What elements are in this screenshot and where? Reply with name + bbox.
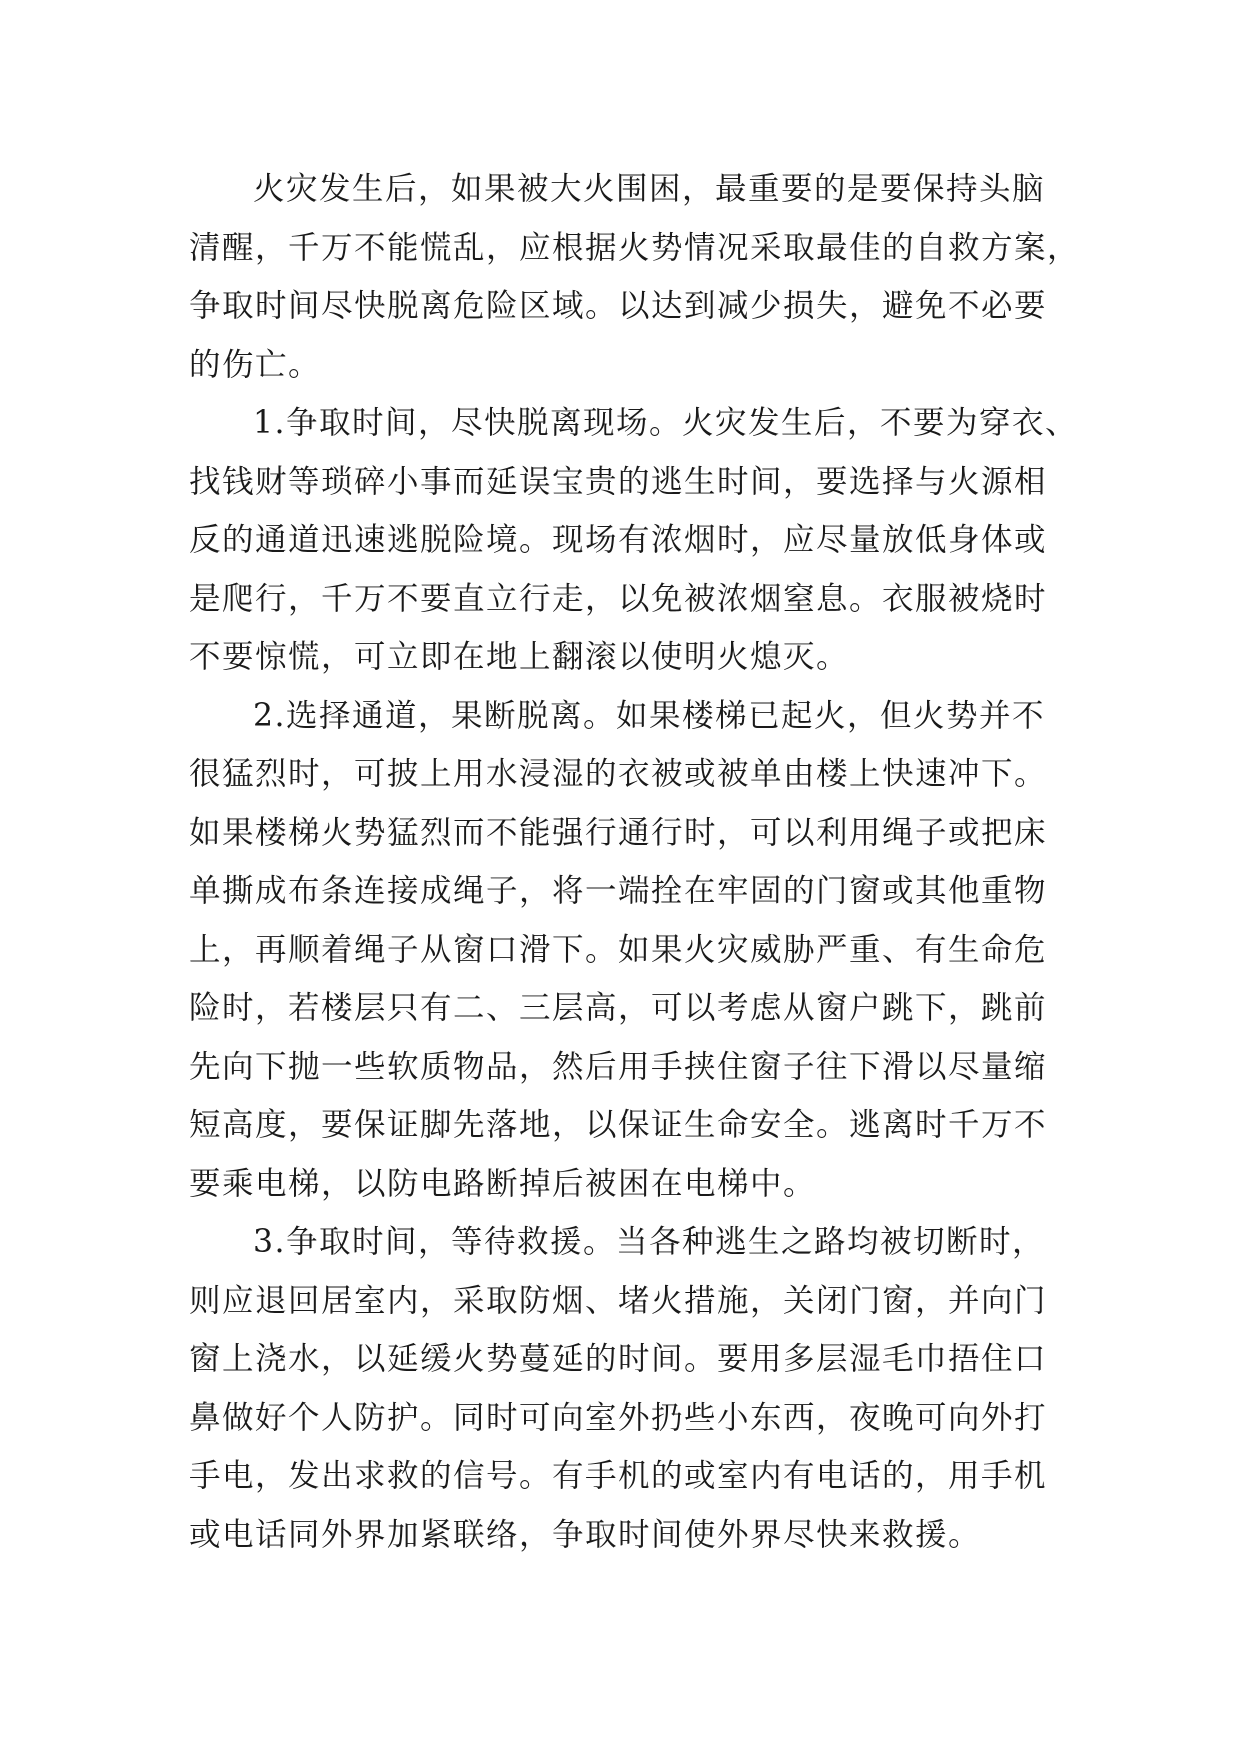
text-line: 是爬行，千万不要直立行走，以免被浓烟窒息。衣服被烧时 [189,580,1048,617]
text-line: 窗上浇水，以延缓火势蔓延的时间。要用多层湿毛巾捂住口 [189,1341,1048,1377]
text-line: 不要惊慌，可立即在地上翻滚以使明火熄灭。 [189,639,850,675]
paragraph-item-2 [189,687,1061,1214]
text-line: 的伤亡。 [189,346,322,383]
text-line: 上，再顺着绳子从窗口滑下。如果火灾威胁严重、有生命危 [189,931,1048,968]
text-line: 手电，发出求救的信号。有手机的或室内有电话的，用手机 [189,1458,1048,1494]
text-line: 反的通道迅速逃脱险境。现场有浓烟时，应尽量放低身体或 [189,522,1048,558]
text-line: 火灾发生后，如果被大火围困，最重要的是要保持头脑 [253,171,1046,207]
text-line: 争取时间尽快脱离危险区域。以达到减少损失，避免不必要 [189,288,1048,324]
paragraph-item-3 [189,1213,1061,1564]
text-line: 如果楼梯火势猛烈而不能强行通行时，可以利用绳子或把床 [189,814,1048,851]
text-line: 短高度，要保证脚先落地，以保证生命安全。逃离时千万不 [189,1107,1048,1143]
text-line: 鼻做好个人防护。同时可向室外扔些小东西，夜晚可向外打 [189,1399,1048,1436]
text-line: 清醒，千万不能慌乱，应根据火势情况采取最佳的自救方案， [189,229,1081,266]
text-line: 3.争取时间，等待救援。当各种逃生之路均被切断时， [253,1224,1046,1260]
text-line: 单撕成布条连接成绳子，将一端拴在牢固的门窗或其他重物 [189,873,1048,909]
text-line: 则应退回居室内，采取防烟、堵火措施，关闭门窗，并向门 [189,1282,1048,1319]
text-line: 1.争取时间，尽快脱离现场。火灾发生后，不要为穿衣、 [253,405,1079,441]
text-line: 找钱财等琐碎小事而延误宝贵的逃生时间，要选择与火源相 [189,463,1048,500]
text-line: 要乘电梯，以防电路断掉后被困在电梯中。 [189,1165,817,1202]
document-body [189,160,1081,1564]
text-line: 很猛烈时，可披上用水浸湿的衣被或被单由楼上快速冲下。 [189,756,1048,792]
paragraph-intro [189,160,1081,394]
text-line: 2.选择通道，果断脱离。如果楼梯已起火，但火势并不 [253,697,1046,734]
text-line: 或电话同外界加紧联络，争取时间使外界尽快来救援。 [189,1516,982,1553]
text-line: 先向下抛一些软质物品，然后用手挟住窗子往下滑以尽量缩 [189,1048,1048,1085]
text-line: 险时，若楼层只有二、三层高，可以考虑从窗户跳下，跳前 [189,990,1048,1026]
paragraph-item-1 [189,394,1079,687]
